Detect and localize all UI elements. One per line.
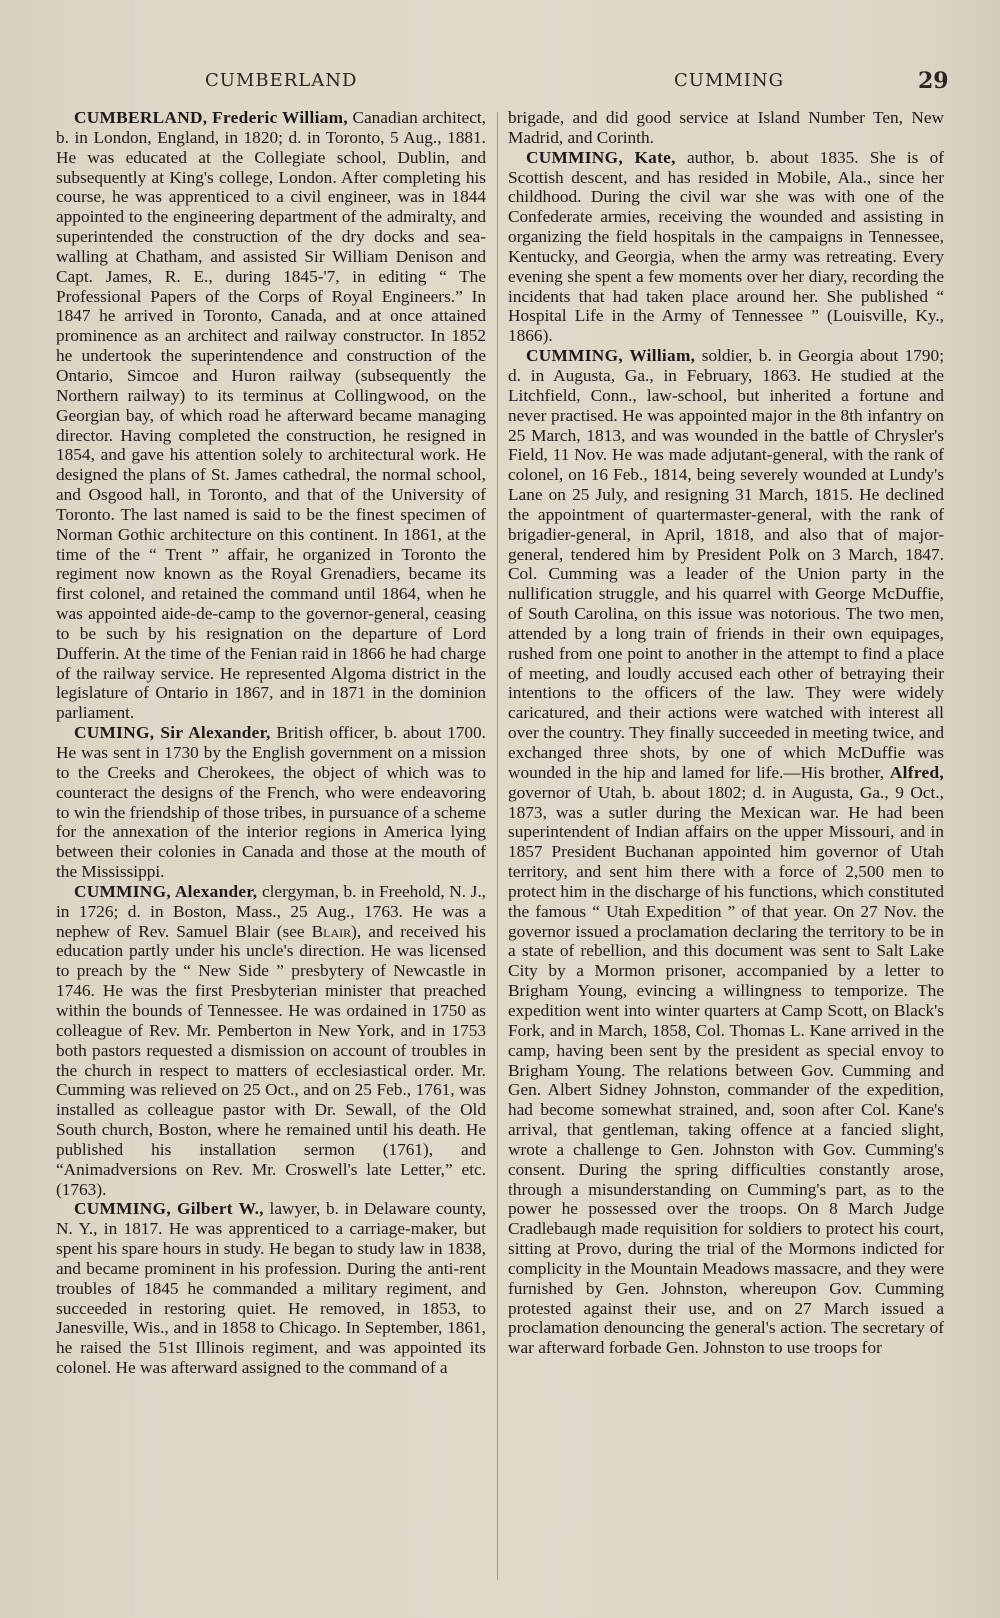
page-number: 29	[918, 68, 949, 94]
running-head	[0, 66, 1000, 96]
entry-headword: CUMMING, Gilbert W.,	[74, 1199, 264, 1219]
header-left-word: CUMBERLAND	[205, 70, 358, 91]
entry-cumming-william	[508, 346, 944, 1358]
column-divider	[497, 112, 498, 1580]
entry-cumming-alexander	[56, 882, 486, 1200]
entry-cumming-kate	[508, 148, 944, 346]
right-column	[508, 108, 944, 1358]
entry-cumming-gilbert	[56, 1199, 486, 1378]
entry-headword: CUMING, Sir Alexander,	[74, 723, 271, 743]
entry-text: British officer, b. about 1700. He was sent in 1730 by the English government on a mission to the Creeks and Cherokees, the object of which was to counteract the designs of the French, who were endeavoring to win the friendship of those tribes, in pursuance of a scheme for the annexation of the interior regions in America lying between their colonies in Canada and those at the mouth of the Mississippi.	[56, 723, 486, 882]
entry-headword: CUMMING, William,	[526, 346, 696, 366]
entry-text: author, b. about 1835. She is of Scottish descent, and has resided in Mobile, Ala., since her childhood. During the civil war she was with one of the Confederate armies, receiving the wounded and assisting in organizing the field hospitals in the campaigns in Tennessee, Kentucky, and Georgia, when the army was retreating. Every evening she spent a few moments over her diary, recording the incidents that had taken place around her. She published “ Hospital Life in the Army of Tennessee ” (Louisville, Ky., 1866).	[508, 147, 944, 346]
left-column	[56, 108, 486, 1378]
entry-cuming-alexander	[56, 723, 486, 882]
entry-text: soldier, b. in Georgia about 1790; d. in Augusta, Ga., in February, 1863. He studied at the Litchfield, Conn., law-school, but inherited a fortune and never practised. He was appointed major in the 8th infantry on 25 March, 1813, and was wounded in the battle of Chrysler's Field, 11 Nov. He was made adjutant-general, with the rank of colonel, on 16 Feb., 1814, being severely wounded at Lundy's Lane on 25 July, and resigning 31 March, 1815. He declined the appointment of quartermaster-general, with the rank of brigadier-general, in April, 1818, and also that of major-general, tendered him by President Polk on 3 March, 1847. Col. Cumming was a leader of the Union party in the nullification struggle, and his quarrel with George McDuffie, of South Carolina, on this issue was notorious. The two men, attended by a long train of friends in their own equipages, rushed from one point to another in the attempt to find a place of meeting, and loudly accused each other of betraying their intentions to the officers of the law. They were widely caricatured, and their actions were watched with interest all over the country. They finally succeeded in meeting twice, and exchanged three shots, by one of which McDuffie was wounded in the hip and lamed for life.—His brother,	[508, 346, 945, 782]
entry-headword: CUMBERLAND, Frederic William,	[74, 108, 348, 127]
entry-text: clergyman, b. in Freehold, N. J., in 1726; d. in Boston, Mass., 25 Aug., 1763. He was a nephew of Rev. Samuel Blair (see	[56, 881, 486, 941]
header-right-word: CUMMING	[674, 70, 785, 91]
entry-text: Canadian architect, b. in London, England, in 1820; d. in Toronto, 5 Aug., 1881. He was educated at the Collegiate school, Dublin, and subsequently at King's college, London. After completing his course, he was apprenticed to a civil engineer, was in 1844 appointed to the engineering department of the admiralty, and superintended the construction of the dry docks and sea-walling at Chatham, and assisted Sir William Denison and Capt. James, R. E., during 1845-'7, in editing “ The Professional Papers of the Corps of Royal Engineers.” In 1847 he arrived in Toronto, Canada, and at once attained prominence as an architect and railway constructor. In 1852 he undertook the superintendence and construction of the Ontario, Simcoe and Huron railway (subsequently the Northern railway) to its terminus at Collingwood, on the Georgian bay, of which road he afterward became managing director. Having completed the construction, he resigned in 1854, and gave his attention solely to architectural work. He designed the plans of St. James cathedral, the normal school, and Osgood hall, in Toronto, and that of the University of Toronto. The last named is said to be the finest specimen of Norman Gothic architecture on this continent. In 1861, at the time of the “ Trent ” affair, he organized in Toronto the regiment now known as the Royal Grenadiers, became its first colonel, and retained the command until 1864, when he was appointed aide-de-camp to the governor-general, ceasing to be such by his resignation on the departure of Lord Dufferin. At the time of the Fenian raid in 1866 he had charge of the railway service. He represented Algoma district in the legislature of Ontario in 1867, and in 1871 in the dominion parliament.	[56, 108, 487, 723]
entry-text: lawyer, b. in Delaware county, N. Y., in 1817. He was apprenticed to a carriage-maker, but spent his spare hours in study. He began to study law in 1838, and became prominent in his profession. During the anti-rent troubles of 1845 he commanded a military regiment, and succeeded in restoring quiet. He removed, in 1853, to Janesville, Wis., and in 1858 to Chicago. In September, 1861, he raised the 51st Illinois regiment, and was appointed its colonel. He was afterward assigned to the command of a	[56, 1199, 486, 1378]
entry-headword: CUMMING, Kate,	[526, 147, 676, 167]
continued-text: brigade, and did good service at Island Number Ten, New Madrid, and Corinth.	[508, 108, 944, 147]
entry-text: ), and received his education partly under his uncle's direction. He was licensed to preach by the “ New Side ” presbytery of Newcastle in 1746. He was the first Presbyterian minister that preached within the bounds of Tennessee. He was ordained in 1750 as colleague of Rev. Mr. Pemberton in New York, and in 1753 both pastors requested a dismission on account of troubles in the church in respect to matters of ecclesiastical order. Mr. Cumming was relieved on 25 Oct., and on 25 Feb., 1761, was installed as colleague pastor with Dr. Sewall, of the Old South church, Boston, where he remained until his death. He published his installation sermon (1761), and “Animadversions on Rev. Mr. Croswell's late Letter,” etc. (1763).	[56, 921, 486, 1199]
entry-text: governor of Utah, b. about 1802; d. in Augusta, Ga., 9 Oct., 1873, was a sutler during the Mexican war. He had been superintendent of Indian affairs on the upper Missouri, and in 1857 President Buchanan appointed him governor of Utah territory, and sent him there with a force of 2,500 men to protect him in the discharge of his functions, which constituted the famous “ Utah Expedition ” of that year. On 27 Nov. the governor issued a proclamation declaring the territory to be in a state of rebellion, and this document was sent to Salt Lake City by a Mormon prisoner, accompanied by a letter to Brigham Young, evincing a willingness to temporize. The expedition went into winter quarters at Camp Scott, on Black's Fork, and in March, 1858, Col. Thomas L. Kane arrived in the camp, having been sent by the president as special envoy to Brigham Young. The relations between Gov. Cumming and Gen. Albert Sidney Johnston, commander of the expedition, had become somewhat strained, and, soon after Col. Kane's arrival, that gentleman, taking offence at a fancied slight, wrote a challenge to Gen. Johnston with Gov. Cumming's consent. During the spring difficulties constantly arose, through a misunderstanding on Cumming's part, as to the power he possessed over the troops. On 8 March Judge Cradlebaugh made requisition for soldiers to protect his court, sitting at Provo, during the trial of the Mormons indicted for complicity in the Mountain Meadows massacre, and they were furnished by Gen. Johnston, whereupon Gov. Cumming protested against their use, and on 27 March issued a proclamation denouncing the general's action. The secretary of war afterward forbade Gen. Johnston to use troops for	[508, 782, 944, 1358]
cross-reference: Blair	[311, 921, 352, 941]
sub-headword: Alfred,	[889, 762, 944, 782]
entry-cumberland-frederic	[56, 108, 486, 723]
entry-headword: CUMMING, Alexander,	[74, 881, 258, 901]
